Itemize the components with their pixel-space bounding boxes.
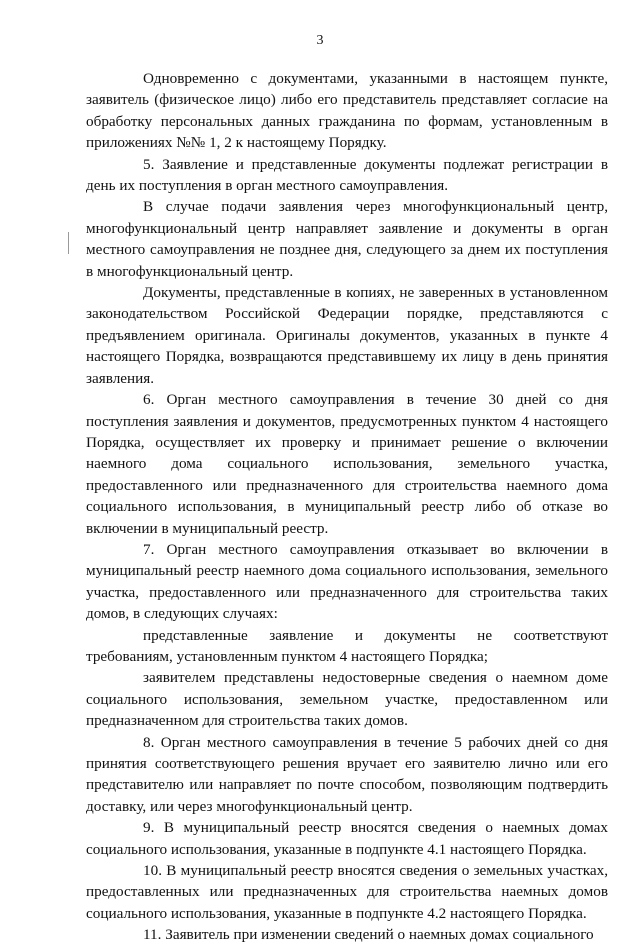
paragraph-copies: Документы, представленные в копиях, не заверенных в установленном законодательством Российской Федерации порядке, представляются с предъявлением оригинала. Оригиналы документов, указанных в пункте 4 настоящего Порядка, возвращаются представившему их лицу в день принятия заявления. (86, 284, 608, 387)
paragraph-6: 6. Орган местного самоуправления в течение 30 дней со дня поступления заявления и документов, предусмотренных пунктом 4 настоящего Порядка, осуществляет их проверку и принимает решение о включении наемного дома социального использования, земельного участка, предоставленного или предназначенного для строительства наемного дома социального использования, в муниципальный реестр либо об отказе во включении в муниципальный реестр. (86, 391, 608, 537)
page-number: 3 (316, 33, 324, 48)
paragraph-10: 10. В муниципальный реестр вносятся сведения о земельных участках, предоставленных или предназначенных для строительства наемных домов социального использования, указанные в подпункте 4.2 настоящего Порядка. (86, 862, 608, 922)
paragraph-consent: Одновременно с документами, указанными в настоящем пункте, заявитель (физическое лицо) либо его представитель представляет согласие на обработку персональных данных гражданина по формам, установленным в приложениях №№ 1, 2 к настоящему Порядку. (86, 70, 608, 152)
margin-mark (68, 232, 69, 254)
paragraph-5: 5. Заявление и представленные документы подлежат регистрации в день их поступления в орган местного самоуправления. (86, 155, 608, 195)
paragraph-mfc: В случае подачи заявления через многофункциональный центр, многофункциональный центр направляет заявление и документы в орган местного самоуправления не позднее дня, следующего за днем их поступления в многофункциональный центр. (86, 198, 608, 280)
paragraph-7-case-2: заявителем представлены недостоверные сведения о наемном доме социального использования, земельном участке, предоставленном или предназначенном для строительства таких домов. (86, 669, 608, 730)
paragraph-7-case-1: представленные заявление и документы не соответствуют требованиям, установленным пунктом 4 настоящего Порядка; (86, 626, 608, 665)
paragraph-8: 8. Орган местного самоуправления в течение 5 рабочих дней со дня принятия соответствующего решения вручает его заявителю лично или его представителю или направляет по почте способом, позволяющим подтвердить доставку, или через многофункциональный центр. (86, 733, 608, 815)
document-body (86, 68, 608, 946)
paragraph-11: 11. Заявитель при изменении сведений о наемных домах социального (143, 926, 594, 944)
paragraph-7: 7. Орган местного самоуправления отказывает во включении в муниципальный реестр наемного дома социального использования, земельного участка, предоставленного или предназначенного для строительства таких домов, в следующих случаях: (86, 540, 608, 623)
paragraph-9: 9. В муниципальный реестр вносятся сведения о наемных домах социального использования, указанные в подпункте 4.1 настоящего Порядка. (86, 819, 608, 858)
